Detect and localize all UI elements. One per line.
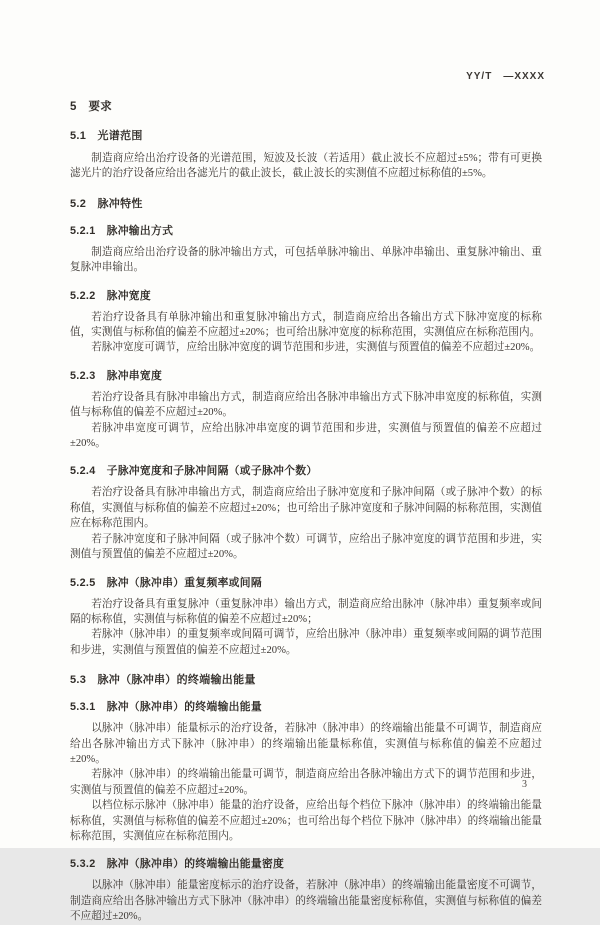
document-body xyxy=(70,92,542,925)
paragraph: 若治疗设备具有脉冲串输出方式，制造商应给出各脉冲串输出方式下脉冲串宽度的标称值，实测值与标称值的偏差不应超过±20%。 xyxy=(70,391,542,419)
paragraph: 以档位标示脉冲（脉冲串）能量的治疗设备，应给出每个档位下脉冲（脉冲串）的终端输出能量标称值，实测值与标称值的偏差不应超过±20%；也可给出每个档位下脉冲（脉冲串）的终端输出能量标称范围，实测值应在标称范围内。 xyxy=(70,800,542,842)
standard-number-header: YY/T —XXXX xyxy=(466,71,545,82)
page-number: 3 xyxy=(522,779,527,790)
paragraph: 若脉冲宽度可调节，应给出脉冲宽度的调节范围和步进，实测值与预置值的偏差不应超过±20%。 xyxy=(91,342,541,354)
paragraph: 若脉冲（脉冲串）的重复频率或间隔可调节，应给出脉冲（脉冲串）重复频率或间隔的调节范围和步进，实测值与预置值的偏差不应超过±20%。 xyxy=(70,629,542,656)
paragraph: 若脉冲串宽度可调节，应给出脉冲串宽度的调节范围和步进，实测值与预置值的偏差不应超过±20%。 xyxy=(70,422,542,450)
paragraph: 制造商应给出治疗设备的光谱范围，短波及长波（若适用）截止波长不应超过±5%；带有可更换滤光片的治疗设备应给出各滤光片的截止波长，截止波长的实测值不应超过标称值的±5%。 xyxy=(70,153,542,180)
section-heading-5-3-2: 5.3.2 脉冲（脉冲串）的终端输出能量密度 xyxy=(70,858,285,871)
section-heading-5-1: 5.1 光谱范围 xyxy=(70,130,143,142)
paragraph: 若治疗设备具有重复脉冲（重复脉冲串）输出方式，制造商应给出脉冲（脉冲串）重复频率或间隔的标称值，实测值与标称值的偏差不应超过±20%； xyxy=(70,598,542,625)
section-heading-5-2: 5.2 脉冲特性 xyxy=(70,197,143,210)
section-heading-5-2-3: 5.2.3 脉冲串宽度 xyxy=(70,369,163,382)
paragraph: 若脉冲（脉冲串）的终端输出能量可调节，制造商应给出各脉冲输出方式下的调节范围和步进，实测值与预置值的偏差不应超过±20%。 xyxy=(70,769,542,796)
section-heading-5-3: 5.3 脉冲（脉冲串）的终端输出能量 xyxy=(70,674,256,687)
section-heading-5-2-4: 5.2.4 子脉冲宽度和子脉冲间隔（或子脉冲个数） xyxy=(70,465,318,478)
paragraph: 以脉冲（脉冲串）能量标示的治疗设备，若脉冲（脉冲串）的终端输出能量不可调节，制造商应给出各脉冲输出方式下脉冲（脉冲串）的终端输出能量标称值，实测值与标称值的偏差不应超过±20%。 xyxy=(70,723,542,765)
paragraph: 以脉冲（脉冲串）能量密度标示的治疗设备，若脉冲（脉冲串）的终端输出能量密度不可调节，制造商应给出各脉冲输出方式下脉冲（脉冲串）的终端输出能量密度标称值，实测值与标称值的偏差不应超过±20%。 xyxy=(70,880,542,923)
paragraph: 制造商应给出治疗设备的脉冲输出方式，可包括单脉冲输出、单脉冲串输出、重复脉冲输出、重复脉冲串输出。 xyxy=(70,246,542,274)
section-heading-5-2-1: 5.2.1 脉冲输出方式 xyxy=(70,224,174,237)
paragraph: 若子脉冲宽度和子脉冲间隔（或子脉冲个数）可调节，应给出子脉冲宽度的调节范围和步进，实测值与预置值的偏差不应超过±20%。 xyxy=(70,533,542,561)
section-heading-5-3-1: 5.3.1 脉冲（脉冲串）的终端输出能量 xyxy=(70,701,262,714)
section-heading-5-2-2: 5.2.2 脉冲宽度 xyxy=(70,289,151,302)
section-heading-5: 5 要求 xyxy=(70,101,113,113)
section-heading-5-2-5: 5.2.5 脉冲（脉冲串）重复频率或间隔 xyxy=(70,576,262,589)
paragraph: 若治疗设备具有单脉冲输出和重复脉冲输出方式，制造商应给出各输出方式下脉冲宽度的标称值，实测值与标称值的偏差不应超过±20%；也可给出脉冲宽度的标称范围，实测值应在标称范围内。 xyxy=(70,311,542,339)
paragraph: 若治疗设备具有脉冲串输出方式，制造商应给出子脉冲宽度和子脉冲间隔（或子脉冲个数）的标称值，实测值与标称值的偏差不应超过±20%；也可给出子脉冲宽度和子脉冲间隔的标称范围，实测值应在标称范围内。 xyxy=(70,487,542,530)
